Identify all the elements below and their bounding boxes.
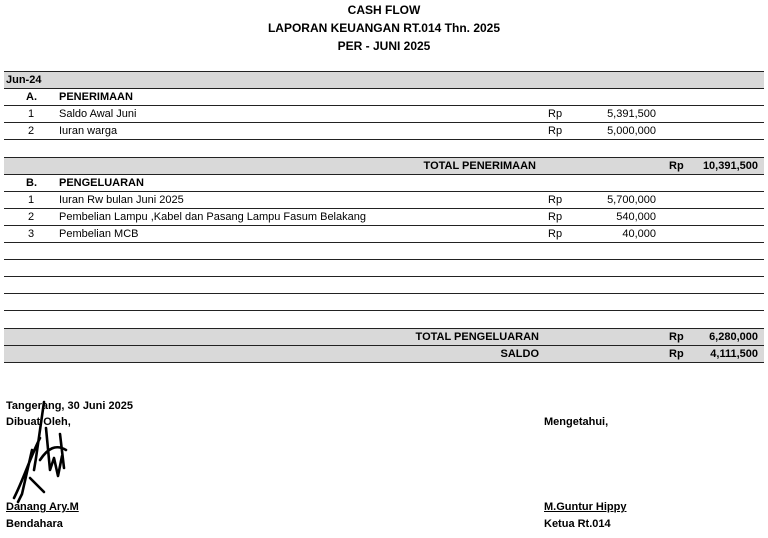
month-label: Jun-24 bbox=[6, 74, 42, 86]
row-amount: 5,700,000 bbox=[607, 194, 656, 206]
row-description: Pembelian Lampu ,Kabel dan Pasang Lampu Fasum Belakang bbox=[59, 211, 366, 223]
row-description: Iuran Rw bulan Juni 2025 bbox=[59, 194, 184, 206]
report-period: PER - JUNI 2025 bbox=[337, 39, 431, 53]
total-receipts-label: TOTAL PENERIMAAN bbox=[423, 160, 536, 172]
section-a-title: PENERIMAAN bbox=[59, 91, 133, 103]
section-b-letter: B. bbox=[26, 177, 37, 189]
total-expenses-row bbox=[4, 329, 764, 345]
divider bbox=[4, 293, 764, 294]
report-subtitle: LAPORAN KEUANGAN RT.014 Thn. 2025 bbox=[267, 21, 501, 35]
chair-name: M.Guntur Hippy bbox=[544, 501, 627, 513]
table-row bbox=[4, 106, 764, 122]
row-amount: 40,000 bbox=[622, 228, 656, 240]
total-expenses-label: TOTAL PENGELUARAN bbox=[415, 331, 539, 343]
divider bbox=[4, 139, 764, 140]
row-number: 2 bbox=[28, 211, 35, 223]
acknowledged-label: Mengetahui, bbox=[544, 416, 609, 428]
total-expenses-currency: Rp bbox=[669, 331, 684, 343]
table-row bbox=[4, 192, 764, 208]
table-row bbox=[4, 209, 764, 225]
table-row bbox=[4, 123, 764, 139]
report-title: CASH FLOW bbox=[347, 3, 421, 17]
row-description: Saldo Awal Juni bbox=[59, 108, 137, 120]
row-number: 1 bbox=[28, 194, 35, 206]
saldo-row bbox=[4, 346, 764, 362]
row-currency: Rp bbox=[548, 228, 563, 240]
row-amount: 5,000,000 bbox=[607, 125, 656, 137]
row-description: Pembelian MCB bbox=[59, 228, 139, 240]
saldo-amount: 4,111,500 bbox=[710, 348, 758, 360]
made-by-label: Dibuat Oleh, bbox=[6, 416, 71, 428]
row-number: 3 bbox=[28, 228, 35, 240]
row-number: 2 bbox=[28, 125, 35, 137]
place-date: Tangerang, 30 Juni 2025 bbox=[6, 400, 133, 412]
divider bbox=[4, 276, 764, 277]
row-currency: Rp bbox=[548, 125, 563, 137]
section-b-header bbox=[4, 175, 764, 191]
row-currency: Rp bbox=[548, 194, 563, 206]
divider bbox=[4, 310, 764, 311]
treasurer-name: Danang Ary.M bbox=[6, 501, 79, 513]
total-receipts-amount: 10,391,500 bbox=[702, 160, 758, 172]
total-receipts-currency: Rp bbox=[669, 160, 684, 172]
divider bbox=[4, 242, 764, 243]
row-currency: Rp bbox=[548, 108, 563, 120]
chair-role: Ketua Rt.014 bbox=[544, 518, 611, 530]
saldo-currency: Rp bbox=[669, 348, 684, 360]
row-amount: 540,000 bbox=[616, 211, 656, 223]
section-a-header bbox=[4, 89, 764, 105]
divider bbox=[4, 259, 764, 260]
row-amount: 5,391,500 bbox=[607, 108, 656, 120]
divider bbox=[4, 362, 764, 363]
section-b-title: PENGELUARAN bbox=[59, 177, 144, 189]
total-expenses-amount: 6,280,000 bbox=[709, 331, 758, 343]
table-row bbox=[4, 226, 764, 242]
row-description: Iuran warga bbox=[59, 125, 118, 137]
treasurer-role: Bendahara bbox=[6, 518, 63, 530]
saldo-label: SALDO bbox=[500, 348, 539, 360]
month-row bbox=[4, 72, 764, 88]
handwritten-signature bbox=[0, 398, 100, 508]
section-a-letter: A. bbox=[26, 91, 37, 103]
total-receipts-row bbox=[4, 158, 764, 174]
row-number: 1 bbox=[28, 108, 35, 120]
row-currency: Rp bbox=[548, 211, 563, 223]
